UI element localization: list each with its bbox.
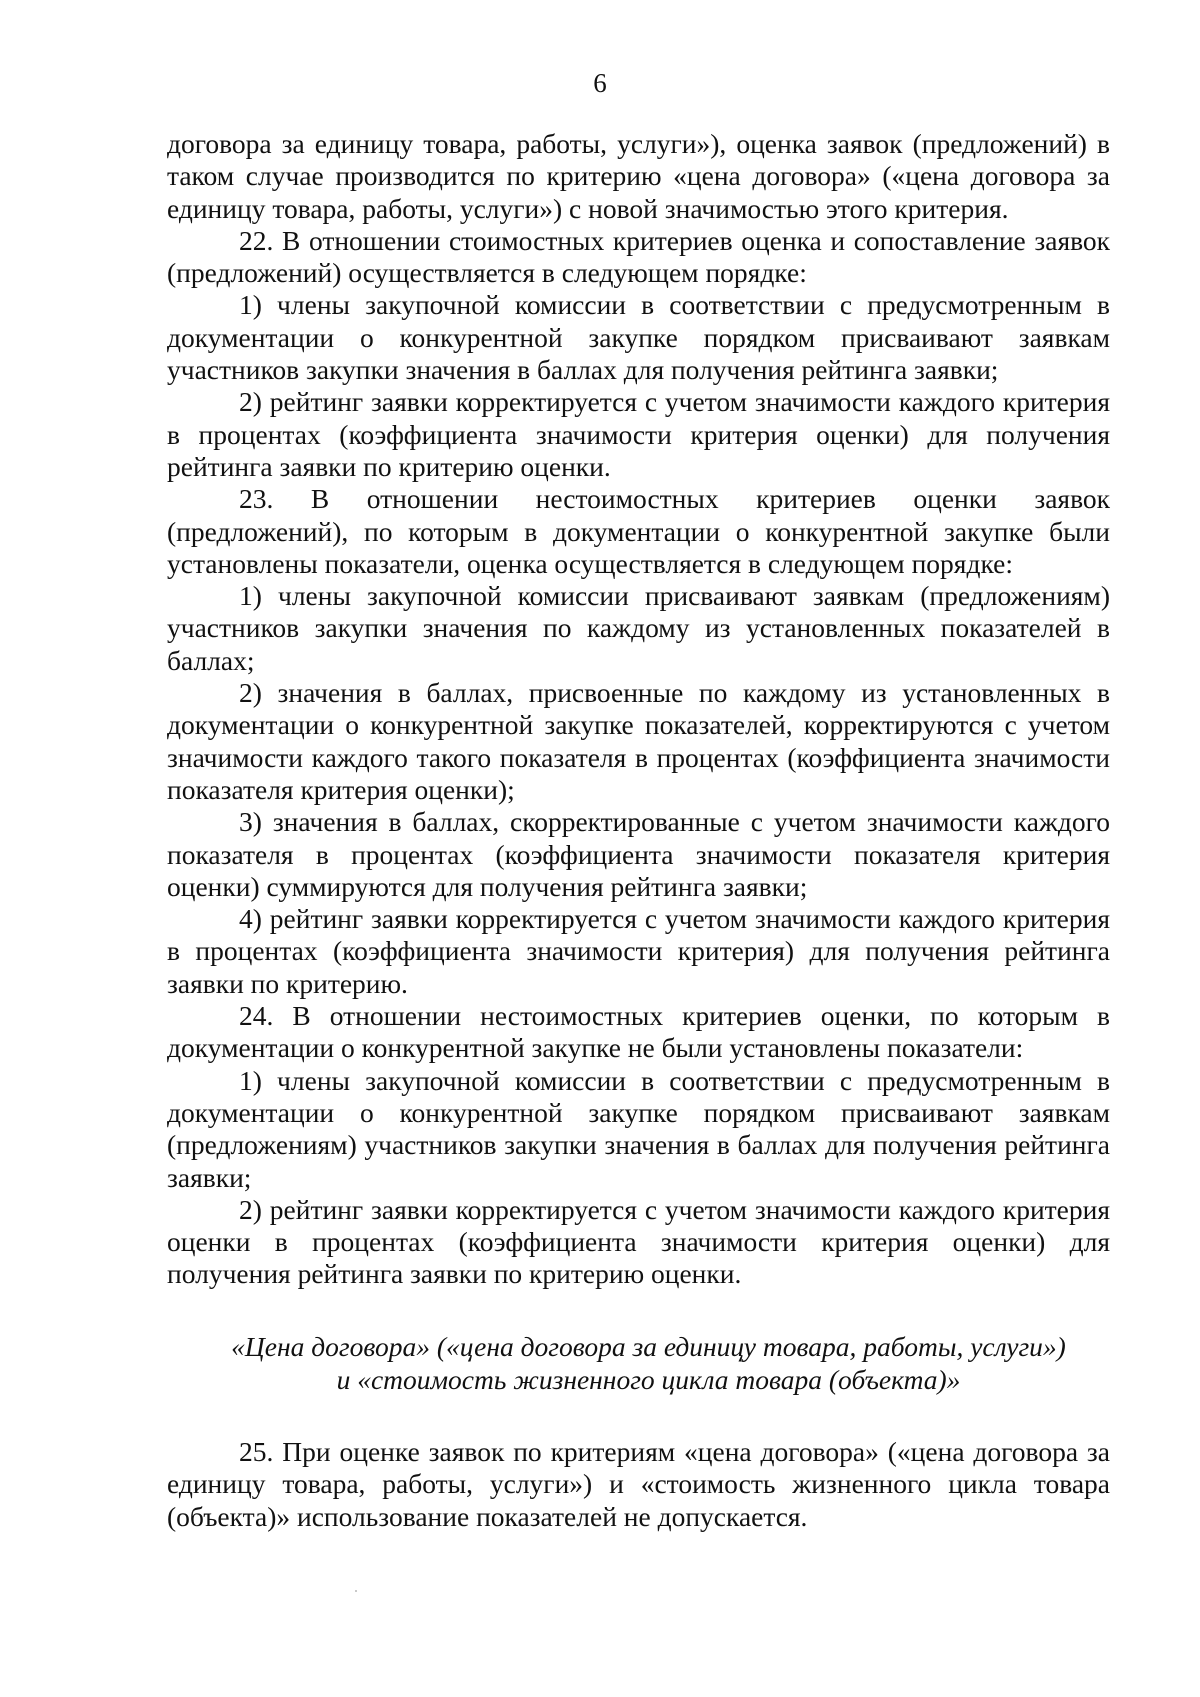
section-heading-line-2: и «стоимость жизненного цикла товара (объекта)» [336, 1364, 961, 1395]
paragraph-clause-24-item-1: 1) члены закупочной комиссии в соответствии с предусмотренным в документации о конкурентной закупке порядком присваивают заявкам (предложениям) участников закупки значения в баллах для получения рейтинга заявки; [167, 1064, 1110, 1193]
paragraph-clause-23-item-2: 2) значения в баллах, присвоенные по каждому из установленных в документации о конкурентной закупке показателей, корректируются с учетом значимости каждого такого показателя в процентах (коэффициента значимости показателя критерия оценки); [167, 677, 1110, 805]
paragraph-clause-22-item-2: 2) рейтинг заявки корректируется с учетом значимости каждого критерия в процентах (коэффициента значимости критерия оценки) для получения рейтинга заявки по критерию оценки. [167, 386, 1110, 482]
paragraph-continuation: договора за единицу товара, работы, услуги»), оценка заявок (предложений) в таком случае производится по критерию «цена договора» («цена договора за единицу товара, работы, услуги») с новой значимостью этого критерия. [167, 128, 1110, 224]
paragraph-clause-23-item-1: 1) члены закупочной комиссии присваивают заявкам (предложениям) участников закупки значения по каждому из установленных показателей в баллах; [167, 580, 1110, 676]
page-number: 6 [593, 68, 607, 98]
section-heading-line-1: «Цена договора» («цена договора за единицу товара, работы, услуги») [231, 1331, 1066, 1362]
section-heading [167, 1330, 1110, 1396]
document-body-final [167, 1436, 1110, 1533]
paragraph-clause-24: 24. В отношении нестоимостных критериев оценки, по которым в документации о конкурентной закупке не были установлены показатели: [167, 1000, 1110, 1064]
paragraph-clause-23-item-4: 4) рейтинг заявки корректируется с учетом значимости каждого критерия в процентах (коэффициента значимости критерия) для получения рейтинга заявки по критерию. [167, 903, 1110, 999]
paragraph-clause-23: 23. В отношении нестоимостных критериев оценки заявок (предложений), по которым в документации о конкурентной закупке были установлены показатели, оценка осуществляется в следующем порядке: [167, 483, 1110, 579]
scan-speck [355, 1590, 357, 1592]
paragraph-clause-22: 22. В отношении стоимостных критериев оценка и сопоставление заявок (предложений) осуществляется в следующем порядке: [167, 224, 1110, 289]
document-body [167, 128, 1110, 1291]
paragraph-clause-22-item-1: 1) члены закупочной комиссии в соответствии с предусмотренным в документации о конкурентной закупке порядком присваивают заявкам участников закупки значения в баллах для получения рейтинга заявки; [167, 289, 1110, 386]
paragraph-clause-25: 25. При оценке заявок по критериям «цена договора» («цена договора за единицу товара, работы, услуги») и «стоимость жизненного цикла товара (объекта)» использование показателей не допускается. [167, 1436, 1110, 1532]
paragraph-clause-24-item-2: 2) рейтинг заявки корректируется с учетом значимости каждого критерия оценки в процентах (коэффициента значимости критерия оценки) для получения рейтинга заявки по критерию оценки. [167, 1193, 1110, 1290]
paragraph-clause-23-item-3: 3) значения в баллах, скорректированные с учетом значимости каждого показателя в процентах (коэффициента значимости показателя критерия оценки) суммируются для получения рейтинга заявки; [167, 806, 1110, 902]
